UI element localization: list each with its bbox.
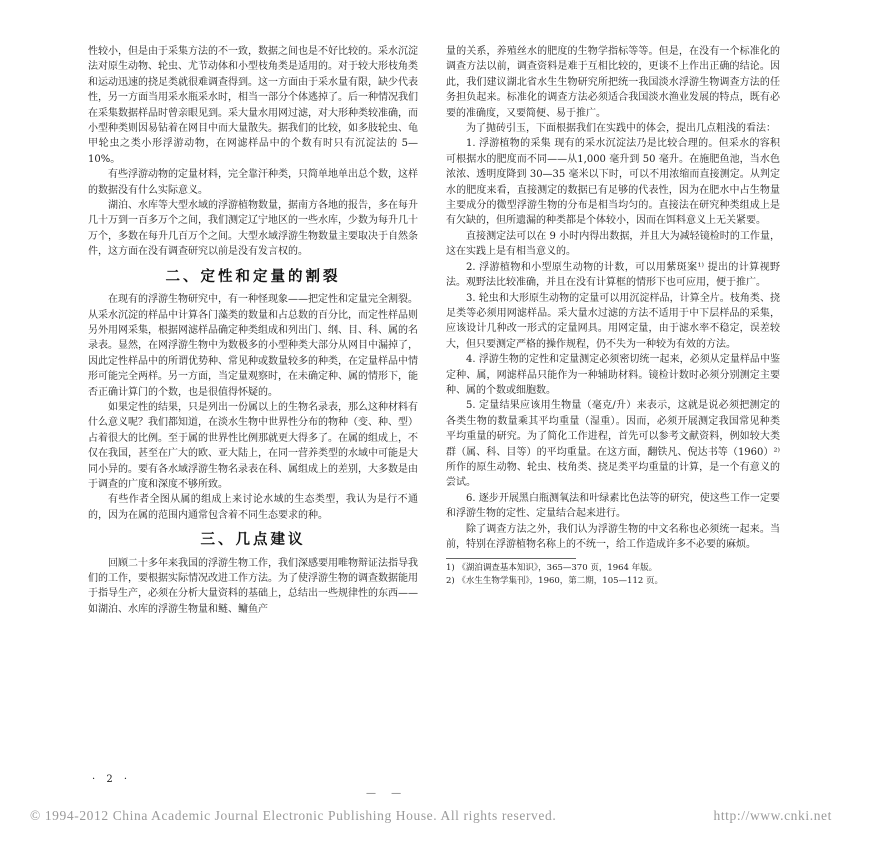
paragraph: 量的关系，养殖丝水的肥度的生物学指标等等。但是，在没有一个标准化的调查方法以前，调查资料是难于互相比较的，更谈不上作出正确的结论。因此，我们建议湖北省水生生物研究所把统一我国淡水浮游生物调查方法的任务担负起来。标准化的调查方法必须适合我国淡水渔业发展的特点，既有必要的准确度，又要简便、易于推广。 [446, 46, 780, 119]
paragraph: 回顾二十多年来我国的浮游生物工作，我们深感要用唯物辩证法指导我们的工作，要根据实际情况改进工作方法。为了使浮游生物的调查数据能用于指导生产，必须在分析大量资料的基础上，总结出一些规律性的东西——如湖泊、水库的浮游生物量和鲢、鳙鱼产 [88, 557, 418, 615]
paragraph: 除了调查方法之外，我们认为浮游生物的中文名称也必须统一起来。当前，特别在浮游植物名称上的不统一，给工作造成许多不必要的麻烦。 [446, 523, 780, 550]
paragraph: 如果定性的结果，只是列出一份属以上的生物名录表，那么这种材料有什么意义呢？我们都知道，在淡水生物中世界性分布的物种（变、种、型）占着很大的比例。至于属的世界性比例那就更大得多了。在属的组成上，不仅在我国，甚至在广大的欧、亚大陆上，在同一营养类型的水域中可能是大同小异的。要有各水域浮游生物名录表在科、属组成上的差别，大多数是由于调查的广度和深度不够所致。 [88, 401, 418, 490]
page-number: · 2 · [92, 774, 132, 785]
footnote-divider [446, 558, 576, 559]
list-item: 1. 浮游植物的采集 现有的采水沉淀法乃是比较合理的。但采水的容积可根据水的肥度而不同——从1,000 毫升到 50 毫升。在施肥鱼池，当水色浓浓、透明度降到 30—35 毫米以下时，可以不用浓缩而直接测定。从判定水的肥度来看，直接测定的数据已有足够的代表性，因为在肥水中占生物量主要成分的微型浮游生物的分布是相当均匀的。直接法在研究种类组成上是有欠缺的，但所遗漏的种类都是个体较小，因而在饵料意义上无关紧要。 [446, 138, 780, 227]
paragraph: 有些浮游动物的定量材料，完全靠汗种类，只简单地单出总个数，这样的数据没有什么实际意义。 [88, 169, 418, 196]
list-item: 2. 浮游植物和小型原生动物的计数，可以用紫斑案¹⁾ 提出的计算视野法。观野法比较准确，并且在没有计算框的情形下也可应用，便于推广。 [446, 261, 780, 289]
right-column [446, 44, 780, 588]
section-heading-2: 二、定性和定量的割裂 [165, 267, 341, 285]
list-item: 6. 逐步开展黑白瓶测氧法和叶绿素比色法等的研究，使这些工作一定要和浮游生物的定性、定量结合起来进行。 [446, 492, 780, 520]
page-mark: — — [366, 788, 408, 799]
footnote: 2) 《水生生物学集刊》，1960，第二期，105—112 页。 [446, 576, 663, 587]
copyright-text: © 1994-2012 China Academic Journal Electronic Publishing House. All rights reserved. [30, 808, 557, 823]
footer-url[interactable]: http://www.cnki.net [713, 808, 832, 823]
paragraph: 性较小，但是由于采集方法的不一致，数据之间也是不好比较的。采水沉淀法对原生动物、轮虫、尤节动体和小型枝角类是适用的。对于较大形枝角类和运动迅速的挠足类就很难调查得到。这一方面由于采水量有限，缺少代表性，另一方面当用采水瓶采水时，相当一部分个体逃掉了。后一种情况我们在采集数据样品时曾亲眼见到。采大量水用网过滤，对大形种类较准确，而小型种类则因易钻着在网目中而大量散失。据我们的比较，如多肢轮虫、龟甲轮虫之类小形浮游动物，在网滤样品中的个数有时只有沉淀法的 5—10%。 [88, 46, 418, 165]
paragraph: 直接测定法可以在 9 小时内得出数据，并且大为减轻镜检时的工作量，这在实践上是有相当意义的。 [446, 230, 780, 258]
paragraph: 湖泊、水库等大型水域的浮游植物数量，据南方各地的报告，多在每升几十万到一百多万个之间，我们测定辽宁地区的一些水库，少数为每升几十万个，多数在每升几百万个之间。大型水域浮游生物数量主要取决于自然条件，这方面在没有调查研究以前是没有发言权的。 [88, 200, 418, 258]
list-item: 5. 定量结果应该用生物量（毫克/升）来表示，这就是说必须把测定的各类生物的数量乘其平均重量（湿重）。因而，必须开展测定我国常见种类平均重量的研究。为了简化工作进程，首先可以参考文献资料，例如较大类群（属、科、目等）的平均重量。在这方面，翻铁凡、倪达书等（1960）²⁾所作的原生动物、轮虫、枝角类、挠足类平均重量的计算，是一个有意义的尝试。 [446, 400, 780, 489]
list-item: 4. 浮游生物的定性和定量测定必须密切统一起来，必须从定量样品中鉴定种、属，网滤样品只能作为一种辅助材料。镜检计数时必须分别测定主要种、属的个数或细胞数。 [446, 354, 780, 396]
footnote: 1) 《湖泊调查基本知识》，365—370 页，1964 年版。 [446, 563, 658, 574]
paragraph: 有些作者全图从属的组成上来讨论水域的生态类型，我认为是行不通的，因为在属的范围内通常包含着不同生态要求的种。 [88, 494, 418, 521]
journal-page [88, 44, 780, 785]
list-item: 3. 轮虫和大形原生动物的定量可以用沉淀样品，计算全片。枝角类、挠足类等必须用网滤样品。采大量水过滤的方法不适用于中下层样品的采集，应该设计几种改一形式的定量网具。用网定量，由于滤水率不稳定，误差较大，但只要测定严格的操作规程，仍不失为一种较为有效的方法。 [446, 292, 780, 350]
paragraph: 为了抛砖引玉，下面根据我们在实践中的体会，提出几点粗浅的看法： [466, 123, 776, 135]
paragraph: 在现有的浮游生物研究中，有一种怪现象——把定性和定量完全割裂。从采水沉淀的样品中计算各门藻类的数量和占总数的百分比，而定性样品则另外用网采集，根据网滤样品确定种类组成和列出门、纲、目、科、属的名录表。显然，在网浮游生物中为数极多的小型种类大部分从网目中漏掉了，因此定性样品中的所谓优势种、常见种或数量较多的种类，在定量样品中情形可能完全两样。另一方面，当定量观察时，在未确定种、属的情形下，能否正确计算门的个数，也是很值得怀疑的。 [88, 294, 418, 398]
section-heading-3: 三、几点建议 [200, 531, 306, 549]
left-column [88, 44, 418, 617]
